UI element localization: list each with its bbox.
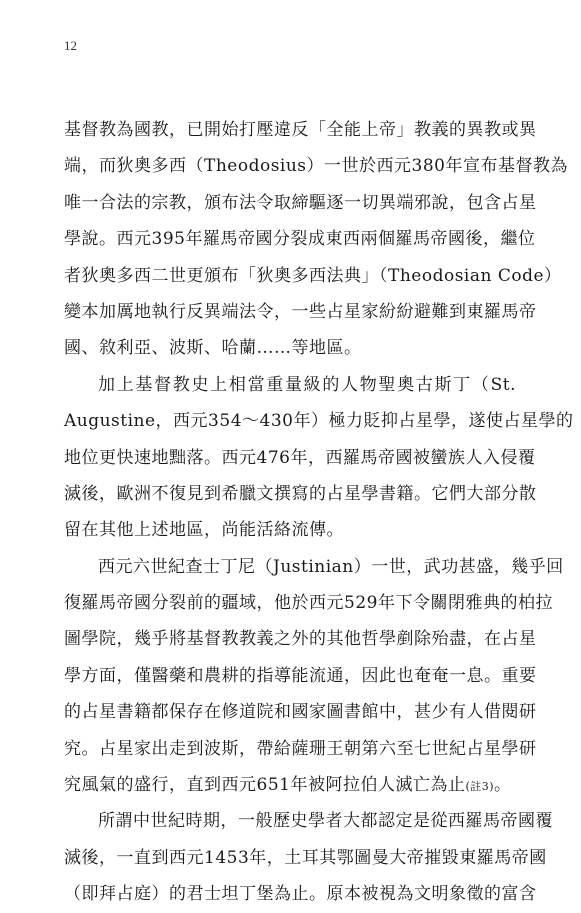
text-line-with-note (64, 767, 516, 803)
text-line: 滅後，一直到西元1453年，土耳其鄂圖曼大帝摧毀東羅馬帝國 (64, 847, 547, 868)
text-line: 學方面，僅醫藥和農耕的指導能流通，因此也奄奄一息。重要 (64, 665, 537, 686)
text-line: 究風氣的盛行，直到西元651年被阿拉伯人滅亡為止 (64, 775, 466, 796)
text-line: 唯一合法的宗教，頒布法令取締驅逐一切異端邪說，包含占星 (64, 192, 537, 213)
text-line: 留在其他上述地區，尚能活絡流傳。 (64, 520, 344, 541)
paragraph-start-line: 西元六世紀查士丁尼（Justinian）一世，武功甚盛，幾乎回 (98, 556, 564, 577)
sentence-end: 。 (494, 775, 512, 796)
text-line: 圖學院，幾乎將基督教教義之外的其他哲學剷除殆盡，在占星 (64, 629, 537, 650)
text-line: 端，而狄奧多西（Theodosius）一世於西元380年宣布基督教為 (64, 156, 568, 177)
text-line: 國、敘利亞、波斯、哈蘭……等地區。 (64, 338, 362, 359)
text-line: 地位更快速地黜落。西元476年，西羅馬帝國被蠻族人入侵覆 (64, 447, 536, 468)
text-line: 變本加厲地執行反異端法令，一些占星家紛紛避難到東羅馬帝 (64, 301, 537, 322)
text-line: 學說。西元395年羅馬帝國分裂成東西兩個羅馬帝國後，繼位 (64, 229, 536, 250)
text-line: （即拜占庭）的君士坦丁堡為止。原本被視為文明象徵的富含 (64, 884, 537, 905)
text-line: 究。占星家出走到波斯，帶給薩珊王朝第六至七世紀占星學研 (64, 738, 537, 759)
footnote-reference: (註3) (465, 780, 495, 794)
text-line: 基督教為國教，已開始打壓違反「全能上帝」教義的異教或異 (64, 120, 537, 140)
body-text (64, 112, 574, 913)
page-number: 12 (64, 38, 77, 53)
text-line: 者狄奧多西二世更頒布「狄奧多西法典」（Theodosian Code） (64, 265, 562, 286)
text-line: Augustine，西元354～430年）極力貶抑占星學，遂使占星學的 (64, 411, 574, 432)
text-line: 的占星書籍都保存在修道院和國家圖書館中，甚少有人借閱研 (64, 702, 537, 723)
paragraph-start-line: 所謂中世紀時期，一般歷史學者大都認定是從西羅馬帝國覆 (98, 811, 553, 832)
text-line: 滅後，歐洲不復見到希臘文撰寫的占星學書籍。它們大部分散 (64, 483, 537, 504)
paragraph-start-line: 加上基督教史上相當重量級的人物聖奧古斯丁（St. (98, 374, 516, 395)
text-line: 復羅馬帝國分裂前的疆域，他於西元529年下令關閉雅典的柏拉 (64, 593, 553, 614)
